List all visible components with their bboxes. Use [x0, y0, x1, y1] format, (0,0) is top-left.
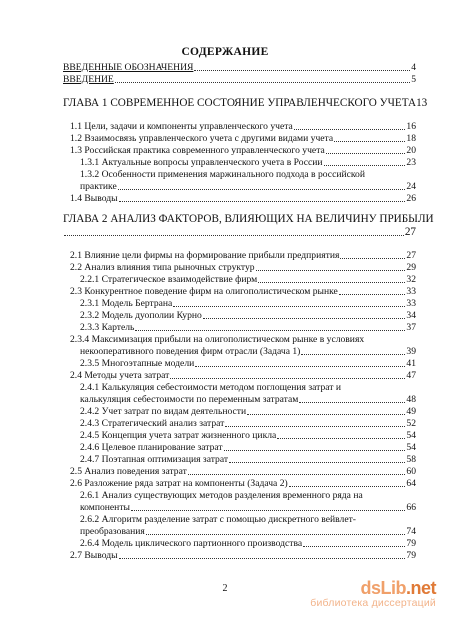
toc-leader [131, 509, 405, 511]
toc-entry-title: 2.3.5 Многоэтапные модели [80, 358, 195, 369]
toc-entry[interactable] [80, 502, 416, 513]
toc-leader [294, 128, 406, 130]
toc-entry-page: 58 [406, 454, 416, 465]
toc-entry-page: 47 [406, 370, 416, 381]
toc-entry-page: 33 [406, 298, 416, 309]
toc-entry-page: 54 [406, 442, 416, 453]
toc-entry-title: 2.4.5 Концепция учета затрат жизненного цикла [80, 430, 277, 441]
toc-entry-title: 2.4.3 Стратегический анализ затрат [80, 418, 225, 429]
toc-entry-page: 54 [406, 430, 416, 441]
toc-leader [340, 257, 405, 259]
toc-entry[interactable] [80, 358, 416, 369]
toc-leader [289, 485, 406, 487]
toc-leader [326, 152, 406, 154]
toc-entry[interactable] [80, 538, 416, 549]
toc-entry-page: 32 [406, 274, 416, 285]
watermark-subtitle: библиотека диссертаций [310, 597, 436, 609]
toc-leader [203, 317, 406, 319]
toc-entry[interactable] [80, 157, 416, 168]
toc-entry-title: ВВЕДЕННЫЕ ОБОЗНАЧЕНИЯ [63, 62, 194, 73]
toc-entry[interactable] [80, 442, 416, 453]
toc-entry-title-cont: преобразования [80, 526, 145, 537]
toc-entry[interactable] [80, 394, 416, 405]
toc-entry-page: 41 [406, 358, 416, 369]
toc-chapter[interactable] [63, 227, 416, 238]
toc-entry-title: 2.6.1 Анализ существующих методов разделения временного ряда на [80, 490, 363, 501]
watermark [310, 579, 436, 609]
toc-entry-title: ГЛАВА 1 СОВРЕМЕННОЕ СОСТОЯНИЕ УПРАВЛЕНЧЕСКОГО УЧЕТА [63, 97, 417, 109]
toc-entry-page: 66 [406, 502, 416, 513]
toc-leader [135, 329, 405, 331]
toc-entry[interactable] [70, 286, 416, 297]
toc-entry[interactable] [80, 346, 416, 357]
toc-entry-page: 20 [406, 145, 416, 156]
toc-leader [118, 188, 406, 190]
toc-entry[interactable] [80, 418, 416, 429]
toc-leader [170, 377, 405, 379]
toc-leader [224, 449, 406, 451]
toc-entry-page: 23 [406, 157, 416, 168]
toc-leader [119, 200, 406, 202]
toc-entry-title: 2.6 Разложение ряда затрат на компоненты (Задача 2) [70, 478, 288, 489]
toc-entry[interactable] [80, 298, 416, 309]
toc-entry[interactable] [70, 145, 416, 156]
toc-entry-title: 1.3 Российская практика современного управленческого учета [70, 145, 325, 156]
toc-leader [188, 473, 406, 475]
toc-leader [173, 305, 405, 307]
toc-entry-title: 1.2 Взаимосвязь управленческого учета с другими видами учета [70, 133, 334, 144]
toc-entry-title: 2.4.6 Целевое планирование затрат [80, 442, 223, 453]
toc-leader [299, 401, 405, 403]
toc-entry[interactable] [70, 121, 416, 132]
toc-leader [277, 437, 405, 439]
toc-leader [256, 269, 406, 271]
toc-entry[interactable] [70, 250, 416, 261]
toc-entry-title: 2.3.4 Максимизация прибыли на олигополистическом рынке в условиях [70, 334, 365, 345]
toc-entry-page: 39 [406, 346, 416, 357]
toc-entry-page: 24 [406, 181, 416, 192]
toc-chapter[interactable] [63, 97, 428, 109]
page-title: СОДЕРЖАНИЕ [181, 46, 269, 58]
toc-leader [247, 413, 405, 415]
toc-entry-page: 37 [406, 322, 416, 333]
toc-entry[interactable] [80, 526, 416, 537]
toc-entry[interactable] [80, 406, 416, 417]
toc-entry[interactable] [80, 310, 416, 321]
toc-entry[interactable] [80, 454, 416, 465]
toc-entry-page: 26 [406, 193, 416, 204]
toc-entry-page: 16 [406, 121, 416, 132]
toc-leader [64, 234, 404, 236]
toc-entry-title: 1.3.1 Актуальные вопросы управленческого учета в России [80, 157, 323, 168]
toc-leader [258, 281, 405, 283]
toc-entry-title: 2.4 Методы учета затрат [70, 370, 170, 381]
toc-leader [195, 365, 405, 367]
toc-entry-title: 2.1 Влияние цели фирмы на формирование прибыли предприятия [70, 250, 340, 261]
toc-entry[interactable] [63, 74, 416, 85]
toc-entry[interactable] [80, 181, 416, 192]
toc-entry-title: 2.2.1 Стратегическое взаимодействие фирм [80, 274, 258, 285]
toc-entry[interactable] [70, 466, 416, 477]
toc-entry-page: 33 [406, 286, 416, 297]
toc-entry[interactable] [70, 262, 416, 273]
toc-entry-title: 2.3.1 Модель Бертрана [80, 298, 173, 309]
toc-entry-title: 2.4.2 Учет затрат по видам деятельности [80, 406, 247, 417]
toc-entry-page: 48 [406, 394, 416, 405]
toc-entry-page: 5 [411, 74, 416, 85]
toc-entry-title: 2.6.4 Модель циклического партионного производства [80, 538, 303, 549]
toc-entry-page: 52 [406, 418, 416, 429]
toc-entry-title: 2.2 Анализ влияния типа рыночных структур [70, 262, 255, 273]
toc-entry[interactable] [70, 550, 416, 561]
toc-entry[interactable] [80, 430, 416, 441]
toc-entry[interactable] [70, 478, 416, 489]
toc-entry-title: 2.3.3 Картель [80, 322, 135, 333]
toc-entry-page: 27 [406, 250, 416, 261]
toc-leader [334, 140, 405, 142]
toc-entry-page: 29 [406, 262, 416, 273]
toc-entry[interactable] [70, 193, 416, 204]
toc-entry-page: 64 [406, 478, 416, 489]
toc-entry-title: 2.3.2 Модель дуополии Курно [80, 310, 202, 321]
toc-entry[interactable] [80, 322, 416, 333]
toc-entry-title: 1.4 Выводы [70, 193, 118, 204]
toc-entry-title-cont: некооперативного поведения фирм отрасли (Задача 1) [80, 346, 301, 357]
page-number: 2 [222, 583, 228, 594]
toc-entry-title: 2.3 Конкурентное поведение фирм на олигополистическом рынке [70, 286, 338, 297]
toc-entry[interactable] [70, 133, 416, 144]
toc-entry-title: 2.4.7 Поэтапная оптимизация затрат [80, 454, 229, 465]
toc-entry-title: 2.4.1 Калькуляция себестоимости методом поглощения затрат и [80, 382, 341, 393]
toc-entry-page: 60 [406, 466, 416, 477]
toc-leader [119, 557, 406, 559]
toc-leader [301, 353, 405, 355]
toc-leader [115, 81, 410, 83]
toc-entry[interactable] [80, 274, 416, 285]
toc-leader [339, 293, 406, 295]
toc-entry-title-cont: компоненты [80, 502, 130, 513]
toc-entry-page: 34 [406, 310, 416, 321]
toc-entry-title: 1.3.2 Особенности применения маржинального подхода в российской [80, 169, 365, 180]
toc-leader [303, 545, 405, 547]
toc-entry-title-cont: практике [80, 181, 117, 192]
toc-entry-title: 2.6.2 Алгоритм разделение затрат с помощью дискретного вейвлет- [80, 514, 356, 525]
toc-leader [225, 425, 405, 427]
toc-leader [146, 533, 406, 535]
toc-entry-page: 27 [404, 226, 416, 238]
toc-entry-title: 1.1 Цели, задачи и компоненты управленческого учета [70, 121, 293, 132]
toc-entry-page: 79 [406, 538, 416, 549]
toc-leader [229, 461, 405, 463]
toc-entry-page: 13 [416, 97, 428, 109]
toc-entry[interactable] [70, 370, 416, 381]
toc-entry[interactable] [63, 62, 416, 73]
watermark-logo: dsLib.net [360, 578, 436, 598]
toc-entry-page: 4 [411, 62, 416, 73]
toc-entry-page: 18 [406, 133, 416, 144]
toc-entry-title-cont: калькуляция себестоимости по переменным затратам [80, 394, 299, 405]
toc-entry-page: 79 [406, 550, 416, 561]
toc-entry-title: ВВЕДЕНИЕ [63, 74, 114, 85]
toc-entry-title: 2.7 Выводы [70, 550, 118, 561]
toc-chapter-title: ГЛАВА 2 АНАЛИЗ ФАКТОРОВ, ВЛИЯЮЩИХ НА ВЕЛИЧИНУ ПРИБЫЛИ [63, 213, 434, 225]
toc-entry-title: 2.5 Анализ поведения затрат [70, 466, 187, 477]
toc-leader [194, 69, 410, 71]
toc-leader [324, 164, 406, 166]
toc-entry-page: 74 [406, 526, 416, 537]
toc-entry-page: 49 [406, 406, 416, 417]
